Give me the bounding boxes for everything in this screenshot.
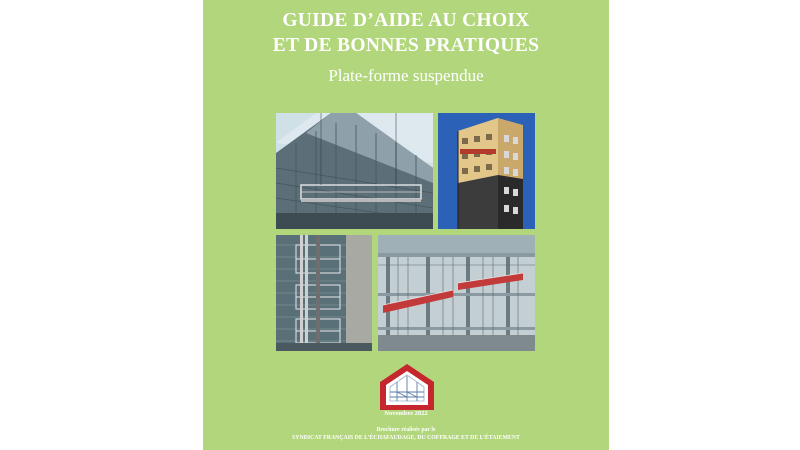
scaffold-mast-photo [276,235,372,351]
credit-line-1: Brochure réalisée par le [376,427,436,433]
subtitle: Plate-forme suspendue [328,66,484,85]
suspended-platform-tower-photo [276,113,433,229]
publication-date: Novembre 2022 [384,410,428,417]
title-line-1: GUIDE D’AIDE AU CHOIX [282,10,530,31]
title-line-2: ET DE BONNES PRATIQUES [272,35,540,56]
sfeceo-logo-icon [377,362,437,412]
brochure-cover [203,0,609,450]
credit-line-2: SYNDICAT FRANÇAIS DE L’ÉCHAFAUDAGE, DU COFFRAGE ET DE L’ÉTAIEMENT [292,435,520,441]
suspended-platform-frame-photo [378,235,535,351]
building-facade-photo [438,113,535,229]
